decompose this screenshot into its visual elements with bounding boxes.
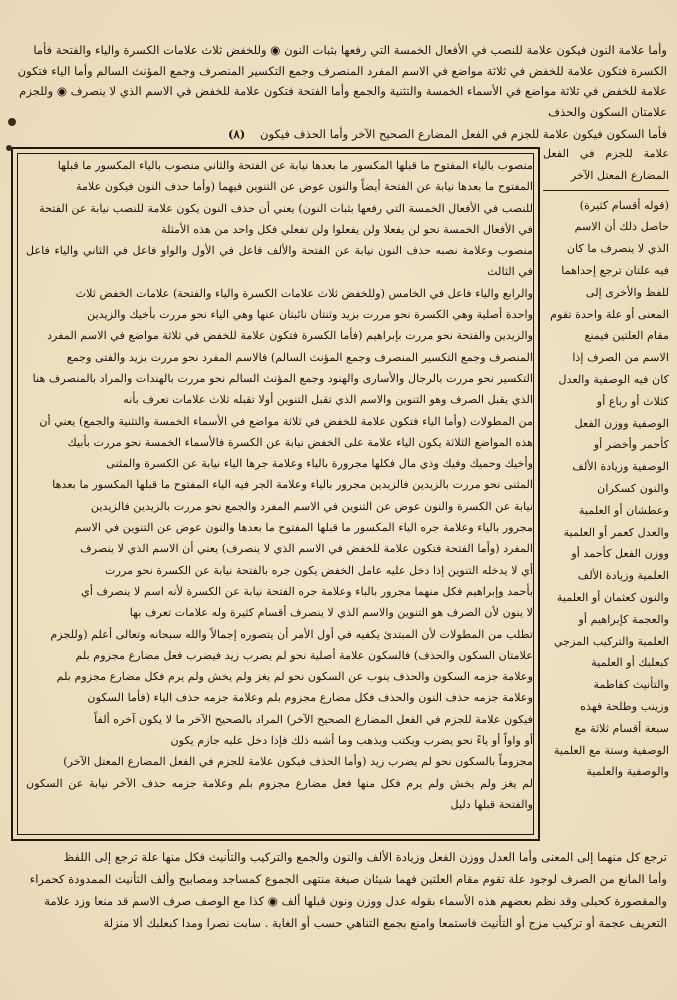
margin-line: العلمية وزيادة الألف [577,569,669,583]
main-line: منصوب بالياء المفتوح ما قبلها المكسور ما بعدها نيابة عن الفتحة والثاني منصوب بالياء المكسور ما قبلها [57,159,533,172]
bottom-line: التعريف عجمة أو تركيب مزج أو التأنيث فاستمعا وامنع بجمع التناهي حسب أو الغاية . سابت نصرا ومدا كبعلبك ألا منزلة [103,916,667,930]
main-line: وعلامة جزمه حذف النون والحذف فكل مضارع مجزوم بلم وعلامة جزمه حذف الياء (فأما السكون [87,691,533,705]
margin-line: والوصفية والعلمية [586,765,669,779]
main-line: لم يغز ولم يخش ولم يرم فكل منها فعل مضارع مجزوم بلم وعلامة جزمه حذف الآخر نيابة عن السكون والفتحة قبلها دليل [26,776,533,811]
main-line: المنصرف وجمع التكسير المنصرف وجمع المؤنث السالم) فالاسم المفرد نحو مررت بزيد والفتى وجمع [66,350,533,364]
main-line: من المطولات (وأما الياء فتكون علامة للخفض في ثلاثة مواضع في الأسماء الخمسة والتثنية والجمع) يعني أن [39,414,533,428]
main-line: مجزوماً بالسكون نحو لم يضرب زيد (وأما الحذف فيكون علامة للجزم في الفعل المضارع المعتل الآخر) [63,755,533,769]
main-line: علامتان السكون والحذف) فالسكون علامة أصلية نحو لم يضرب زيد فيضرب فعل مضارع مجزوم بلم [75,648,533,662]
margin-line: والعدل كعمر أو العلمية [563,525,669,539]
main-line: تطلب من المطولات لأن المبتدئ يكفيه في أول الأمر أن يتصوره إجمالاً والله سبحانه وتعالى أعلم (وللجزم [50,627,533,641]
margin-line: والتأنيث كفاطمة [593,678,669,692]
margin-commentary [543,143,669,783]
margin-line: فيه علتان ترجع إحداهما [561,263,669,277]
main-line: واحدة أصلية وهي الكسرة نحو مررت بزيد وثنتان نائبتان عنها وهي الياء نحو مررت بأخيك والزيدين [87,308,533,322]
main-line: نيابة عن الكسرة والنون عوض عن التنوين في الاسم المفرد والجمع نحو مررت بالزيدين فالزيدين [90,499,533,513]
margin-line: حاصل ذلك أن الاسم [574,220,669,234]
bottom-paragraph [12,846,667,934]
main-line: التكسير نحو مررت بالرجال والأسارى والهنود وجمع المؤنث السالم نحو مررت بالهندات والمراد بالمنصرف هنا [32,371,533,385]
bottom-line: ترجع كل منهما إلى المعنى وأما العدل ووزن الفعل وزيادة الألف والنون والجمع والتركيب والتأنيث فكل منها علة ترجع إلى اللفظ [63,850,667,864]
margin-line: مقام العلتين فيمنع [584,329,669,343]
top-last-line-text: فأما السكون فيكون علامة للجزم في الفعل المضارع الصحيح الآخر وأما الحذف فيكون [260,127,667,141]
main-line: المفتوح ما بعدها نيابة عن الفتحة أيضاً والنون عوض عن التنوين فيهما (وأما حذف النون فيكون علامة [75,180,533,194]
margin-divider [543,190,669,191]
main-line: منصوب وعلامة نصبه حذف النون نيابة عن الفتحة والألف فاعل في الأول والواو فاعل في الثاني والياء فاعل في الثالث [26,244,533,279]
main-line: مجرور بالياء وعلامة جره الياء المكسور ما قبلها المفتوح ما بعدها والنون عوض عن التنوين في الاسم [74,521,533,535]
main-line: أو واواً أو ياءً نحو يضرب ويكتب ويذهب وما أشبه ذلك فإذا دخل عليه جازم يكون [170,734,533,748]
top-paragraph [10,40,667,122]
margin-line: للفظ والأخرى إلى [585,285,669,299]
scan-dot-mark [8,118,16,126]
margin-line: المعنى أو علة واحدة تقوم [550,307,669,321]
main-line: بأحمد وإبراهيم فكل منهما مجرور بالباء وعلامة جره الفتحة نيابة عن الكسرة لأنه اسم لا ينصرف أي [81,584,533,598]
main-line: والرابع والياء فاعل في الخامس (وللخفض ثلاث علامات الكسرة والياء والفتحة) علامات الخفض ثلاث [75,286,533,300]
main-line: الذي يقبل الصرف وهو التنوين والاسم الذي تقبل التنوين أولا تقبله ثلاث علامات تعرف بأنه [123,393,533,407]
top-line: وأما علامة النون فيكون علامة للنصب في الأفعال الخمسة التي رفعها بثبات النون ◉ وللخفض ثلاث علامات الكسرة والياء والفتحة فأما [33,43,667,57]
margin-line: العلمية والتركيب المزجي [553,634,669,648]
main-line: وأخيك وحميك وفيك وذي مال فكلها مجرورة بالياء وعلامة جرها الياء نيابة عن الكسرة والمثنى [106,457,533,471]
main-line: والزيدين والفتحة نحو مررت بإبراهيم (فأما الكسرة فتكون علامة للخفض في ثلاثة مواضع في الاسم المفرد [47,329,533,343]
margin-line: (قوله أقسام كثيرة) [579,198,669,212]
top-last-line [10,125,667,143]
main-commentary [26,155,533,839]
top-line: الكسرة فتكون علامة للخفض في ثلاثة مواضع في الاسم المفرد المنصرف وجمع التكسير المنصرف وجمع المؤنث السالم وأما الياء فتكون [17,63,667,78]
main-line: فيكون علامة للجزم في الفعل المضارع الصحيح الآخر) المراد بالصحيح الآخر ما لا يكون آخره ألفاً [94,712,533,726]
top-line: علامة للخفض في ثلاثة مواضع في الأسماء الخمسة والتثنية والجمع وأما الفتحة فتكون علامة للخفض في الاسم الذي لا ينصرف ◉ وللجزم [19,84,667,98]
margin-line: الوصفية ووزن الفعل [574,416,669,430]
scan-dot-mark [6,145,12,151]
margin-line: كبعلبك أو العلمية [591,656,669,670]
margin-line: الذي لا ينصرف ما كان [566,242,669,256]
margin-line: وعطشان أو العلمية [579,503,669,517]
margin-line: الوصفية وزيادة الألف [572,460,669,474]
main-line: لا ينون لأن الصرف هو التنوين والاسم الذي لا ينصرف أقسام كثيرة وله علامات تعرف بها [129,606,533,620]
margin-line: الاسم من الصرف إذا [572,351,669,365]
main-line: أي لا يدخله التنوين إذا دخل عليه عامل الخفض يكون جره بالفتحة نيابة عن الكسرة نحو مررت [105,563,533,577]
margin-line: والعجمة كإبراهيم أو [578,612,669,626]
main-line: في الأفعال الخمسة نحو لن يفعلا ولن يفعلوا ولن تفعلي فكل واحد من هذه الأمثلة [161,222,533,236]
margin-line: ووزن الفعل كأحمد أو [571,547,669,561]
bottom-line: وأما المانع من الصرف لوجود علة تقوم مقام العلتين فهما شيئان صيغة منتهى الجموع كمساجد ومصابيح وألف التأنيث الممدودة كحمراء [29,872,667,886]
margin-heading: علامة للجزم في الفعل المضارع المعتل الآخر [543,147,669,182]
main-line: المفرد (وأما الفتحة فتكون علامة للخفض في الاسم الذي لا ينصرف) يعني أن الاسم الذي لا ينصرف [80,542,533,556]
main-line: وعلامة جزمه السكون والحذف ينوب عن السكون نحو لم يغز ولم يخش ولم يرم فكل مضارع مجزوم بلم [56,670,533,684]
main-line: للنصب في الأفعال الخمسة التي رفعها بثبات النون) يعني أن حذف النون يكون علامة للنصب نيابة عن الفتحة [39,201,533,215]
main-line: هذه المواضع الثلاثة يكون الياء علامة على الخفض نيابة عن الكسرة فالأسماء الخمسة نحو مررت بأبيك [67,435,533,449]
margin-line: كان فيه الوصفية والعدل [558,372,669,386]
margin-line: كثلاث أو رباع أو [596,394,669,408]
margin-line: والنون كسكران [597,481,669,495]
bottom-line: والمقصورة كحبلى وقد نظم بعضهم هذه الأسماء بقوله عدل ووزن ونون قبلها ألف ◉ كذا مع الوصف صرف الاسم قد منعا وزد علامة [44,894,667,908]
margin-line: والنون كعثمان أو العلمية [556,590,669,604]
margin-line: وزينب وطلحة فهذه [580,699,669,713]
section-number: (٨) [228,127,246,141]
margin-line: كأحمر وأخضر أو [593,438,669,452]
main-line: المثنى نحو مررت بالزيدين فالزيدين مجرور بالياء وعلامة الجر فيه الياء المفتوح ما قبلها المكسور ما بعدها [52,478,533,492]
margin-line: سبعة أقسام ثلاثة مع [574,721,669,735]
margin-line: الوصفية وستة مع العلمية [553,743,669,757]
top-line: علامتان السكون والحذف [548,104,667,119]
